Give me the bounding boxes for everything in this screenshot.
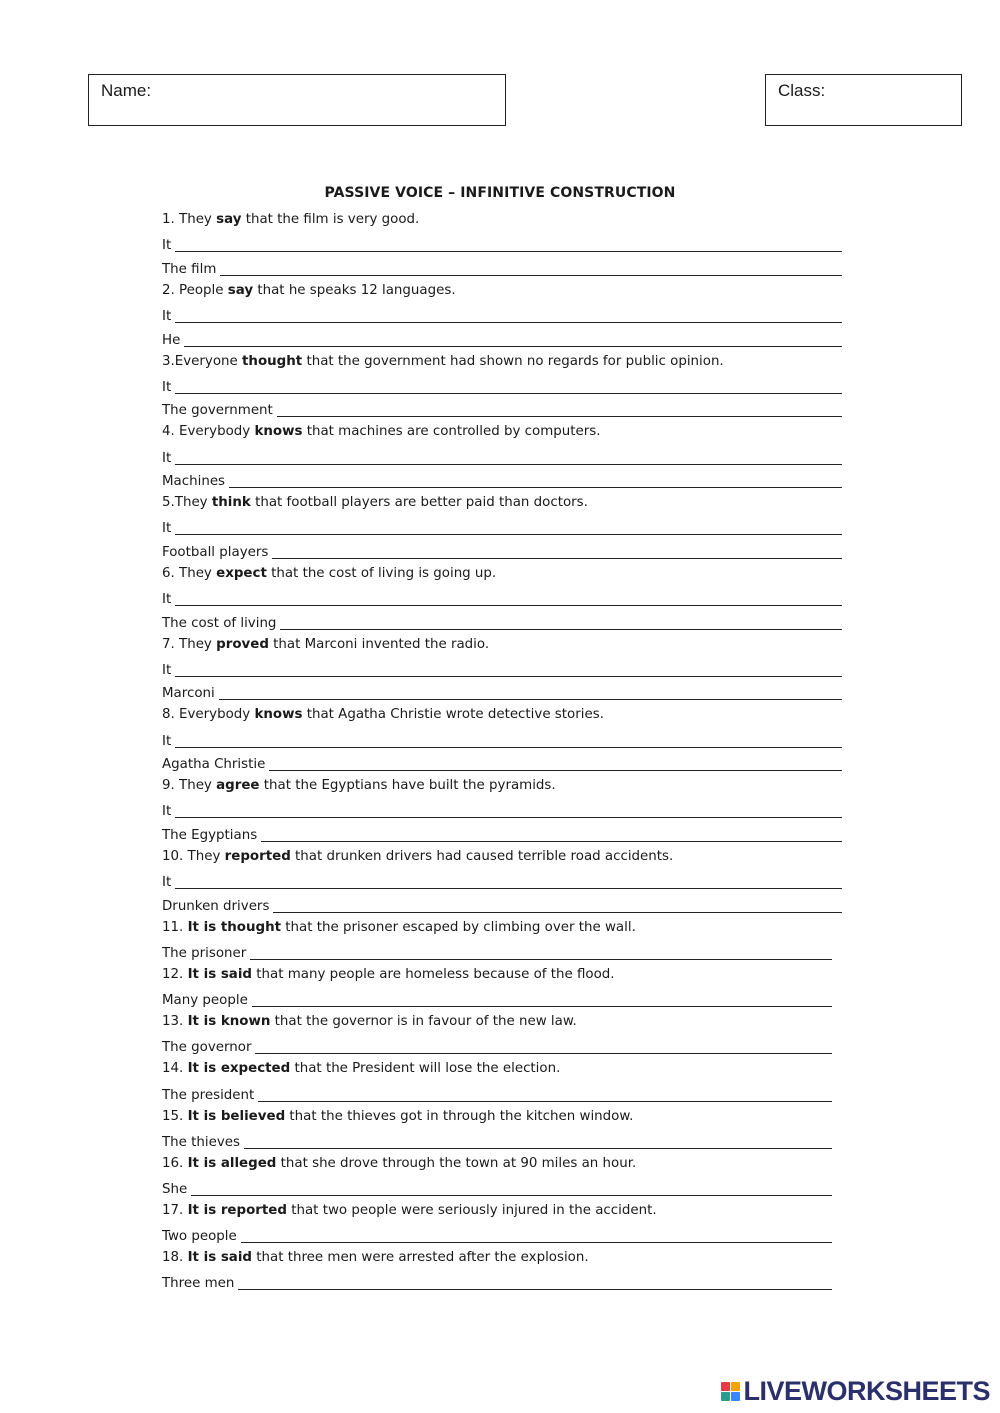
answer-prefix: It: [162, 733, 172, 749]
answer-blank-line[interactable]: [250, 943, 832, 960]
answer-prefix: The film: [162, 261, 217, 277]
answer-row: [162, 302, 842, 326]
question-key-verb: thought: [242, 353, 303, 369]
answer-blank-line[interactable]: [191, 1179, 832, 1196]
question-key-verb: It is thought: [187, 919, 282, 935]
question-key-verb: agree: [216, 778, 260, 794]
question-key-verb: knows: [254, 424, 303, 440]
answer-row: [162, 1175, 842, 1199]
logo-square-4: [731, 1392, 740, 1401]
answer-blank-line[interactable]: [272, 542, 842, 559]
answer-row: [162, 538, 842, 562]
question-text-end: that the film is very good.: [241, 212, 420, 227]
answer-prefix: It: [162, 592, 172, 608]
question-text-start: 15.: [162, 1108, 188, 1124]
question-text-start: 16.: [162, 1155, 188, 1171]
question-sentence: [162, 491, 842, 515]
question-sentence: [162, 350, 842, 374]
answer-blank-line[interactable]: [175, 801, 842, 818]
question-text-start: 7. They: [162, 636, 217, 652]
question-sentence: [162, 916, 842, 940]
question-text-end: that the thieves got in through the kitchen window.: [285, 1108, 634, 1124]
answer-prefix: It: [162, 308, 172, 324]
question-key-verb: It is said: [187, 967, 253, 982]
question-sentence: [162, 845, 842, 869]
question-text-start: 14.: [162, 1061, 188, 1077]
question-text-start: 13.: [162, 1014, 188, 1030]
answer-prefix: Two people: [162, 1229, 237, 1245]
question-text-end: that machines are controlled by computers.: [302, 424, 601, 440]
class-label: Class:: [778, 81, 826, 100]
question-sentence: [162, 1010, 842, 1034]
question-sentence: [162, 1246, 842, 1270]
answer-blank-line[interactable]: [175, 235, 842, 252]
answer-row: [162, 586, 842, 610]
logo-square-1: [721, 1382, 730, 1391]
answer-blank-line[interactable]: [258, 1085, 832, 1102]
answer-row: [162, 680, 842, 704]
question-sentence: [162, 208, 842, 232]
answer-blank-line[interactable]: [280, 613, 842, 630]
question-text-end: that many people are homeless because of the flood.: [252, 967, 615, 982]
logo-text: LIVEWORKSHEETS: [743, 1375, 990, 1406]
answer-blank-line[interactable]: [175, 731, 842, 748]
question-sentence: [162, 703, 842, 727]
question-text-end: that the cost of living is going up.: [266, 565, 497, 581]
answer-blank-line[interactable]: [229, 471, 842, 488]
answer-blank-line[interactable]: [241, 1226, 832, 1243]
question-key-verb: It is expected: [187, 1061, 291, 1077]
answer-prefix: Many people: [162, 993, 248, 1009]
question-key-verb: It is alleged: [187, 1155, 277, 1171]
answer-row: [162, 468, 842, 492]
answer-row: [162, 892, 842, 916]
question-text-end: that the government had shown no regards for public opinion.: [302, 353, 724, 369]
question-sentence: [162, 562, 842, 586]
answer-row: [162, 1223, 842, 1247]
answer-prefix: The prisoner: [162, 946, 247, 961]
question-text-start: 1. They: [162, 212, 217, 227]
question-text-end: that three men were arrested after the explosion.: [252, 1250, 589, 1266]
answer-blank-line[interactable]: [175, 518, 842, 535]
answer-prefix: Machines: [162, 474, 226, 490]
answer-blank-line[interactable]: [175, 448, 842, 465]
question-sentence: [162, 1199, 842, 1223]
answer-blank-line[interactable]: [175, 306, 842, 323]
answer-row: [162, 939, 842, 963]
answer-row: [162, 1270, 842, 1294]
answer-row: [162, 727, 842, 751]
answer-prefix: It: [162, 379, 172, 395]
question-text-end: that the governor is in favour of the new law.: [270, 1014, 577, 1030]
question-key-verb: knows: [254, 707, 303, 723]
question-sentence: [162, 1105, 842, 1129]
question-key-verb: proved: [216, 636, 269, 652]
answer-row: [162, 255, 842, 279]
answer-row: [162, 656, 842, 680]
answer-prefix: Drunken drivers: [162, 898, 270, 914]
answer-prefix: It: [162, 662, 172, 678]
answer-prefix: He: [162, 332, 181, 348]
question-text-end: that Marconi invented the radio.: [268, 636, 490, 652]
answer-blank-line[interactable]: [252, 990, 832, 1007]
question-text-end: that the President will lose the election.: [290, 1061, 561, 1077]
question-text-start: 5.They: [162, 495, 212, 511]
answer-row: [162, 1081, 842, 1105]
name-box: [88, 74, 506, 126]
question-sentence: [162, 963, 842, 987]
answer-row: [162, 232, 842, 256]
name-input[interactable]: [169, 83, 473, 103]
answer-row: [162, 397, 842, 421]
answer-blank-line[interactable]: [261, 825, 842, 842]
answer-blank-line[interactable]: [175, 589, 842, 606]
liveworksheets-logo: [721, 1377, 990, 1405]
question-text-end: that Agatha Christie wrote detective stories.: [302, 707, 604, 723]
answer-blank-line[interactable]: [219, 683, 842, 700]
answer-row: [162, 987, 842, 1011]
question-text-end: that two people were seriously injured in the accident.: [286, 1202, 657, 1218]
name-label: Name:: [101, 81, 152, 100]
question-sentence: [162, 633, 842, 657]
answer-prefix: The government: [162, 403, 273, 419]
question-text-start: 2. People: [162, 282, 228, 298]
question-text-start: 3.Everyone: [162, 353, 243, 369]
answer-blank-line[interactable]: [175, 660, 842, 677]
question-key-verb: It is known: [187, 1014, 271, 1030]
answer-row: [162, 751, 842, 775]
question-sentence: [162, 1057, 842, 1081]
question-key-verb: It is reported: [187, 1202, 287, 1218]
answer-prefix: It: [162, 521, 172, 537]
answer-blank-line[interactable]: [175, 377, 842, 394]
answer-prefix: It: [162, 804, 172, 820]
answer-row: [162, 515, 842, 539]
question-text-start: 9. They: [162, 778, 217, 794]
question-text-start: 10. They: [162, 849, 225, 865]
question-key-verb: say: [216, 212, 242, 227]
question-text-start: 18.: [162, 1250, 188, 1266]
worksheet-title: PASSIVE VOICE – INFINITIVE CONSTRUCTION: [324, 185, 676, 201]
logo-mark-icon: [721, 1382, 740, 1401]
answer-blank-line[interactable]: [244, 1132, 832, 1149]
question-text-end: that the Egyptians have built the pyramids.: [259, 778, 556, 794]
question-text-start: 11.: [162, 919, 188, 935]
question-text-start: 8. Everybody: [162, 707, 255, 723]
answer-blank-line[interactable]: [273, 896, 842, 913]
answer-blank-line[interactable]: [175, 872, 842, 889]
question-text-end: that she drove through the town at 90 miles an hour.: [276, 1155, 637, 1171]
answer-prefix: Three men: [162, 1276, 235, 1292]
answer-prefix: It: [162, 450, 172, 466]
answer-prefix: Marconi: [162, 686, 215, 702]
question-text-end: that football players are better paid than doctors.: [250, 495, 588, 511]
question-text-start: 6. They: [162, 565, 217, 581]
answer-blank-line[interactable]: [220, 259, 842, 276]
answer-prefix: It: [162, 875, 172, 891]
question-text-end: that the prisoner escaped by climbing over the wall.: [281, 919, 636, 935]
class-input[interactable]: [836, 83, 950, 103]
question-key-verb: think: [211, 495, 251, 511]
answer-prefix: The governor: [162, 1040, 252, 1056]
answer-blank-line[interactable]: [277, 400, 842, 417]
question-text-start: 12.: [162, 967, 188, 982]
answer-prefix: It: [162, 238, 172, 254]
answer-prefix: Football players: [162, 544, 269, 560]
answer-row: [162, 1034, 842, 1058]
question-text-start: 4. Everybody: [162, 424, 255, 440]
question-list: [162, 208, 842, 1293]
question-text-end: that drunken drivers had caused terrible road accidents.: [290, 849, 674, 865]
answer-row: [162, 1128, 842, 1152]
question-sentence: [162, 1152, 842, 1176]
logo-square-3: [721, 1392, 730, 1401]
answer-row: [162, 373, 842, 397]
question-text-end: that he speaks 12 languages.: [253, 282, 456, 298]
question-sentence: [162, 774, 842, 798]
question-key-verb: It is said: [187, 1250, 253, 1266]
question-key-verb: It is believed: [187, 1108, 286, 1124]
answer-blank-line[interactable]: [269, 754, 842, 771]
answer-prefix: The cost of living: [162, 615, 277, 631]
question-key-verb: reported: [224, 849, 291, 865]
answer-row: [162, 326, 842, 350]
logo-square-2: [731, 1382, 740, 1391]
class-box: [765, 74, 962, 126]
answer-prefix: Agatha Christie: [162, 757, 266, 773]
answer-prefix: The president: [162, 1087, 255, 1103]
answer-row: [162, 821, 842, 845]
answer-row: [162, 609, 842, 633]
answer-prefix: The Egyptians: [162, 828, 258, 844]
answer-prefix: She: [162, 1181, 188, 1197]
answer-row: [162, 444, 842, 468]
question-key-verb: say: [227, 282, 254, 298]
answer-row: [162, 798, 842, 822]
answer-blank-line[interactable]: [184, 330, 842, 347]
question-key-verb: expect: [216, 565, 267, 581]
answer-blank-line[interactable]: [255, 1037, 832, 1054]
question-text-start: 17.: [162, 1202, 188, 1218]
answer-row: [162, 869, 842, 893]
question-sentence: [162, 279, 842, 303]
question-sentence: [162, 420, 842, 444]
answer-blank-line[interactable]: [238, 1273, 832, 1290]
answer-prefix: The thieves: [162, 1134, 240, 1150]
